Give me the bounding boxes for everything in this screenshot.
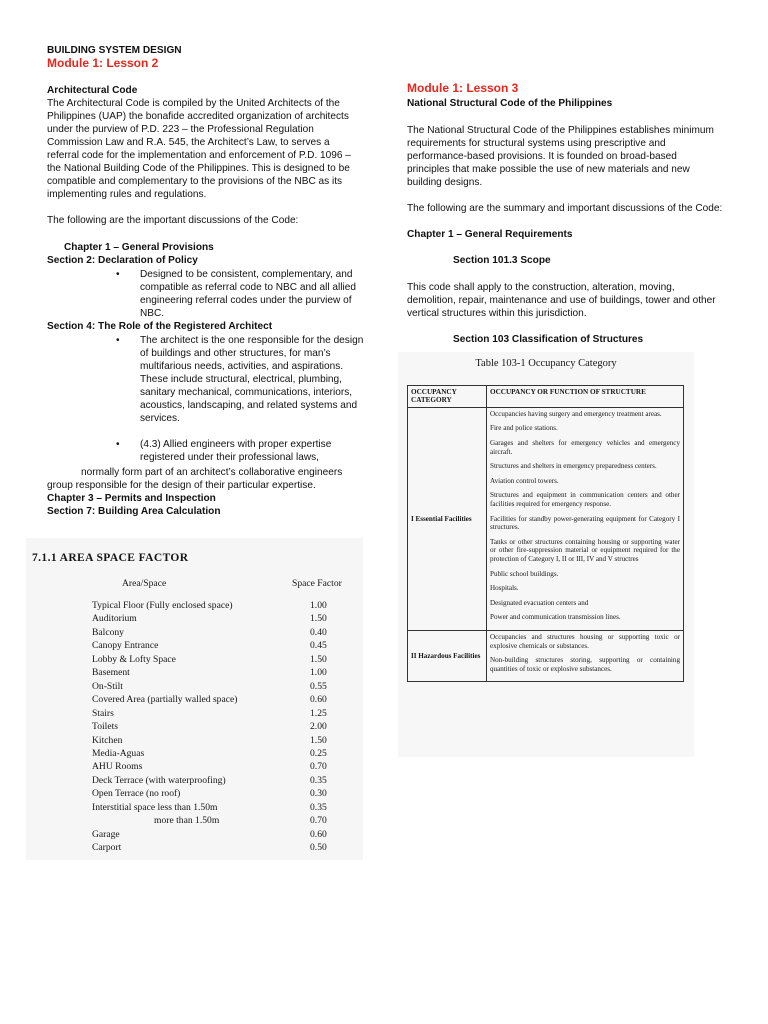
area-space-label: Garage: [92, 828, 120, 840]
area-column-header: Area/Space: [122, 578, 167, 589]
space-factor-value: 0.60: [310, 694, 327, 706]
table-row: [92, 829, 343, 841]
space-factor-value: 0.70: [310, 761, 327, 773]
list-item: Garages and shelters for emergency vehicles and emergency aircraft.: [490, 439, 680, 456]
list-item: • The architect is the one responsible for the design of buildings and other structures, for man’s multifarious needs, activities, and aspirations. These include structural, electrical, plumbing, sanitary mechanical, communications, interiors, acoustics, landscaping, and related systems and services.: [140, 334, 458, 425]
space-factor-value: 0.25: [310, 747, 327, 759]
list-item: Tanks or other structures containing housing or supporting water or other fire-suppression material or equipment required for the protection of Category I, II or III, IV and V structres: [490, 537, 680, 563]
list-item: Power and communication transmission lines.: [490, 613, 621, 622]
table-row: [92, 681, 343, 693]
occupancy-category-table: [398, 352, 694, 757]
document-title: BUILDING SYSTEM DESIGN: [47, 45, 182, 56]
table-row: [92, 815, 343, 827]
structural-code-heading: National Structural Code of the Philippines: [407, 98, 613, 109]
structural-code-intro: The National Structural Code of the Philippines establishes minimum requirements for structural systems using prescriptive and performance-based provisions. It is founded on broad-based principles that make possible the use of new materials and new building designs.: [407, 125, 714, 188]
occupancy-category-header: OCCUPANCY CATEGORY: [408, 386, 487, 408]
list-item: • (4.3) Allied engineers with proper expertise registered under their professional laws,: [140, 438, 458, 464]
list-item: Occupancies and structures housing or supporting toxic or explosive chemicals or substances.: [490, 632, 680, 650]
space-factor-value: 0.45: [310, 640, 327, 652]
table-row: [92, 761, 343, 773]
table-row: [92, 788, 343, 800]
area-space-label: Interstitial space less than 1.50m: [92, 801, 218, 813]
essential-facilities-items: [487, 407, 684, 630]
table-row: [92, 654, 343, 666]
list-item: Hospitals.: [490, 584, 519, 593]
space-factor-value: 2.00: [310, 721, 327, 733]
section-101-3-heading: Section 101.3 Scope: [453, 255, 551, 266]
area-space-label: Stairs: [92, 707, 114, 719]
area-space-label: On-Stilt: [92, 680, 123, 692]
space-factor-value: 1.25: [310, 707, 327, 719]
area-space-label: AHU Rooms: [92, 761, 143, 773]
list-item: Facilities for standby power-generating equipment for Category I structures.: [490, 514, 680, 532]
occupancy-function-header: OCCUPANCY OR FUNCTION OF STRUCTURE: [487, 386, 684, 408]
table-row: [92, 748, 343, 760]
summary-discussions-text: The following are the summary and important discussions of the Code:: [407, 203, 723, 214]
lesson-3-heading: Module 1: Lesson 3: [407, 81, 519, 95]
list-item: Public school buildings.: [490, 569, 559, 578]
table-row: [92, 667, 343, 679]
space-factor-column-header: Space Factor: [292, 578, 342, 589]
area-space-label: Media-Aguas: [92, 747, 145, 759]
area-space-label: Canopy Entrance: [92, 640, 159, 652]
section-103-heading: Section 103 Classification of Structures: [453, 334, 644, 345]
table-row: [92, 842, 343, 854]
continuation-line: normally form part of an architect’s collaborative engineers: [81, 467, 343, 478]
table-row: [92, 721, 343, 733]
space-factor-value: 1.50: [310, 653, 327, 665]
architectural-code-heading: Architectural Code: [47, 85, 138, 96]
area-space-label: Carport: [92, 842, 122, 854]
area-space-label: Balcony: [92, 626, 124, 638]
continuation-line: group responsible for the design of their particular expertise.: [47, 480, 316, 491]
area-space-label: Covered Area (partially walled space): [92, 694, 238, 706]
category-hazardous-facilities: II Hazardous Facilities: [408, 630, 487, 681]
list-item: Structures and equipment in communication centers and other facilities required for emergency response.: [490, 491, 680, 508]
hazardous-facilities-items: [487, 630, 684, 681]
area-table-heading: 7.1.1 AREA SPACE FACTOR: [32, 552, 189, 564]
area-space-label: more than 1.50m: [154, 815, 220, 827]
section-4-bullets: [47, 334, 458, 464]
table-row: [92, 694, 343, 706]
space-factor-value: 0.40: [310, 626, 327, 638]
list-item: Fire and police stations.: [490, 424, 558, 433]
area-space-label: Typical Floor (Fully enclosed space): [92, 600, 233, 611]
list-item: Designated evacuation centers and: [490, 598, 589, 607]
list-item: Structures and shelters in emergency preparedness centers.: [490, 462, 657, 471]
area-space-label: Kitchen: [92, 734, 123, 746]
chapter-1-requirements-heading: Chapter 1 – General Requirements: [407, 229, 573, 240]
space-factor-value: 1.50: [310, 613, 327, 625]
space-factor-value: 0.55: [310, 680, 327, 692]
space-factor-value: 1.00: [310, 667, 327, 679]
chapter-1-heading: Chapter 1 – General Provisions: [64, 242, 214, 253]
table-row: [92, 775, 343, 787]
list-item: Aviation control towers.: [490, 476, 559, 485]
space-factor-value: 0.30: [310, 788, 327, 800]
list-item: Occupancies having surgery and emergency treatment areas.: [490, 409, 662, 418]
section-2-heading: Section 2: Declaration of Policy: [47, 255, 198, 266]
table-row: [92, 708, 343, 720]
table-row: [92, 640, 343, 652]
table-row: [92, 600, 343, 612]
space-factor-value: 0.35: [310, 774, 327, 786]
section-4-heading: Section 4: The Role of the Registered Architect: [47, 321, 273, 332]
following-discussions-text: The following are the important discussions of the Code:: [47, 215, 299, 226]
occupancy-table-title: Table 103-1 Occupancy Category: [475, 358, 617, 369]
area-space-label: Basement: [92, 667, 130, 679]
space-factor-value: 1.50: [310, 734, 327, 746]
space-factor-value: 0.60: [310, 828, 327, 840]
area-space-label: Toilets: [92, 721, 118, 733]
lesson-2-heading: Module 1: Lesson 2: [47, 56, 159, 70]
table-row: [92, 627, 343, 639]
table-row: [92, 802, 343, 814]
list-item: Non-building structures storing, supporting or containing quantities of toxic or explosive substances.: [490, 656, 680, 673]
space-factor-value: 0.70: [310, 815, 327, 827]
area-space-label: Deck Terrace (with waterproofing): [92, 774, 226, 786]
architectural-code-intro: The Architectural Code is compiled by the United Architects of the Philippines (UAP) the bonafide accredited organization of architects under the purview of P.D. 223 – the Professional Regulation Commission Law and R.A. 545, the Architect’s Law, to serves a referral code for the implementation and enforcement of P.D. 1096 – the National Building Code of the Philippines. This is designed to be compatible and complementary to the provisions of the NBC as its implementing rules and regulations.: [47, 98, 351, 200]
section-7-heading: Section 7: Building Area Calculation: [47, 506, 221, 517]
space-factor-value: 0.35: [310, 801, 327, 813]
area-space-label: Lobby & Lofty Space: [92, 653, 176, 665]
chapter-3-heading: Chapter 3 – Permits and Inspection: [47, 493, 216, 504]
space-factor-value: 1.00: [310, 600, 327, 611]
area-space-label: Auditorium: [92, 613, 137, 625]
scope-paragraph: This code shall apply to the construction, alteration, moving, demolition, repair, maintenance and use of buildings, tower and other vertical structures within this jurisdiction.: [407, 282, 716, 319]
list-item: • Designed to be consistent, complementary, and compatible as referral code to NBC and all allied engineering referral codes under the purview of NBC.: [140, 268, 458, 320]
section-2-bullets: [47, 268, 458, 320]
area-space-label: Open Terrace (no roof): [92, 788, 181, 800]
area-space-factor-table: [26, 538, 363, 860]
category-essential-facilities: I Essential Facilities: [408, 407, 487, 630]
table-row: [92, 613, 343, 625]
occupancy-table-grid: [407, 385, 684, 682]
table-row: [92, 735, 343, 747]
space-factor-value: 0.50: [310, 842, 327, 854]
